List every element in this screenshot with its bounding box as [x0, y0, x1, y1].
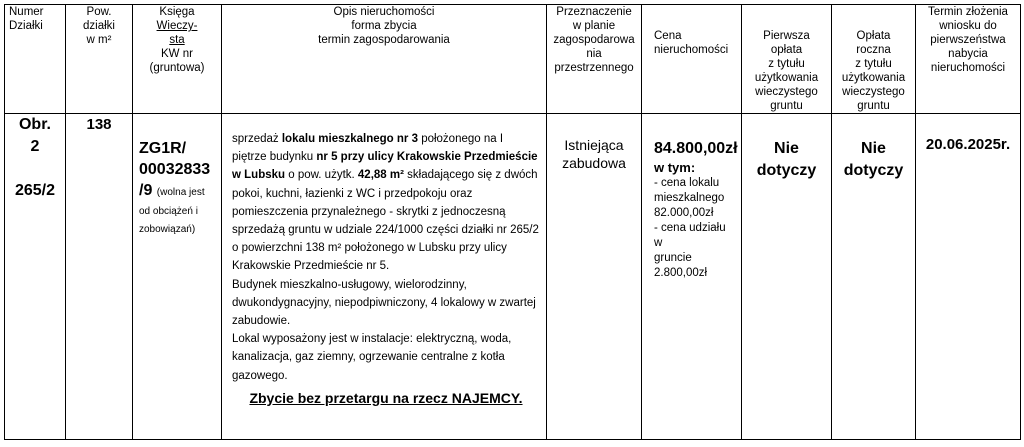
opis-budynek: Budynek mieszkalno-usługowy, wielorodzinny, dwukondygnacyjny, niepodpiwniczony, 4 lokalowy w zwartej zabudowie. — [232, 278, 536, 328]
header-ksiega: Księga Wieczy- sta KW nr (gruntowa) — [133, 5, 222, 114]
header-row — [5, 5, 1021, 114]
property-table — [4, 4, 1021, 440]
cell-powierzchnia: 138 — [66, 114, 133, 440]
header-termin: Termin złożenia wniosku do pierwszeństwa nabycia nieruchomości — [916, 5, 1021, 114]
opis-wyposazenie: Lokal wyposażony jest w instalacje: elektryczną, woda, kanalizacja, gaz ziemny, ogrzewanie centralne z kotła gazowego. — [232, 333, 512, 382]
cell-roczna: Nie dotyczy — [832, 114, 916, 440]
header-roczna: Opłata roczna z tytułu użytkowania wieczystego gruntu — [832, 5, 916, 114]
opis-main: sprzedaż lokalu mieszkalnego nr 3 położonego na I piętrze budynku nr 5 przy ulicy Krakowskie Przedmieście w Lubsku o pow. użytk. 42,88 m² składającego się z dwóch pokoi, kuchni, łazienki z WC i przedpokoju oraz pomieszczenia przynależnego - skrytki z jednoczesną sprzedażą gruntu w udziale 224/1000 części działki nr 265/2 o powierzchni 138 m² położonego w Lubsku przy ulicy Krakowskie Przedmieście nr 5. — [232, 133, 539, 273]
header-pierwsza: Pierwsza opłata z tytułu użytkowania wieczystego gruntu — [742, 5, 832, 114]
cell-numer: Obr. 2 265/2 — [5, 114, 66, 440]
header-pow: Pow. działki w m² — [66, 5, 133, 114]
cell-przeznaczenie: Istniejąca zabudowa — [547, 114, 642, 440]
cell-cena: 84.800,00zł w tym: - cena lokalu mieszkalnego 82.000,00zł - cena udziału w gruncie 2.800,00zł — [642, 114, 742, 440]
cell-opis — [222, 114, 547, 440]
header-cena: Cena nieruchomości — [642, 5, 742, 114]
table-row — [5, 114, 1021, 440]
header-przeznaczenie: Przeznaczenie w planie zagospodarowa nia przestrzennego — [547, 5, 642, 114]
cell-ksiega: ZG1R/ 00032833 /9 (wolna jest od obciążeń i zobowiązań) — [133, 114, 222, 440]
header-opis: Opis nieruchomości forma zbycia termin zagospodarowania — [222, 5, 547, 114]
opis-final: Zbycie bez przetargu na rzecz NAJEMCY. — [249, 389, 523, 406]
cell-pierwsza: Nie dotyczy — [742, 114, 832, 440]
cell-termin: 20.06.2025r. — [916, 114, 1021, 440]
header-numer: Numer Działki — [5, 5, 66, 114]
